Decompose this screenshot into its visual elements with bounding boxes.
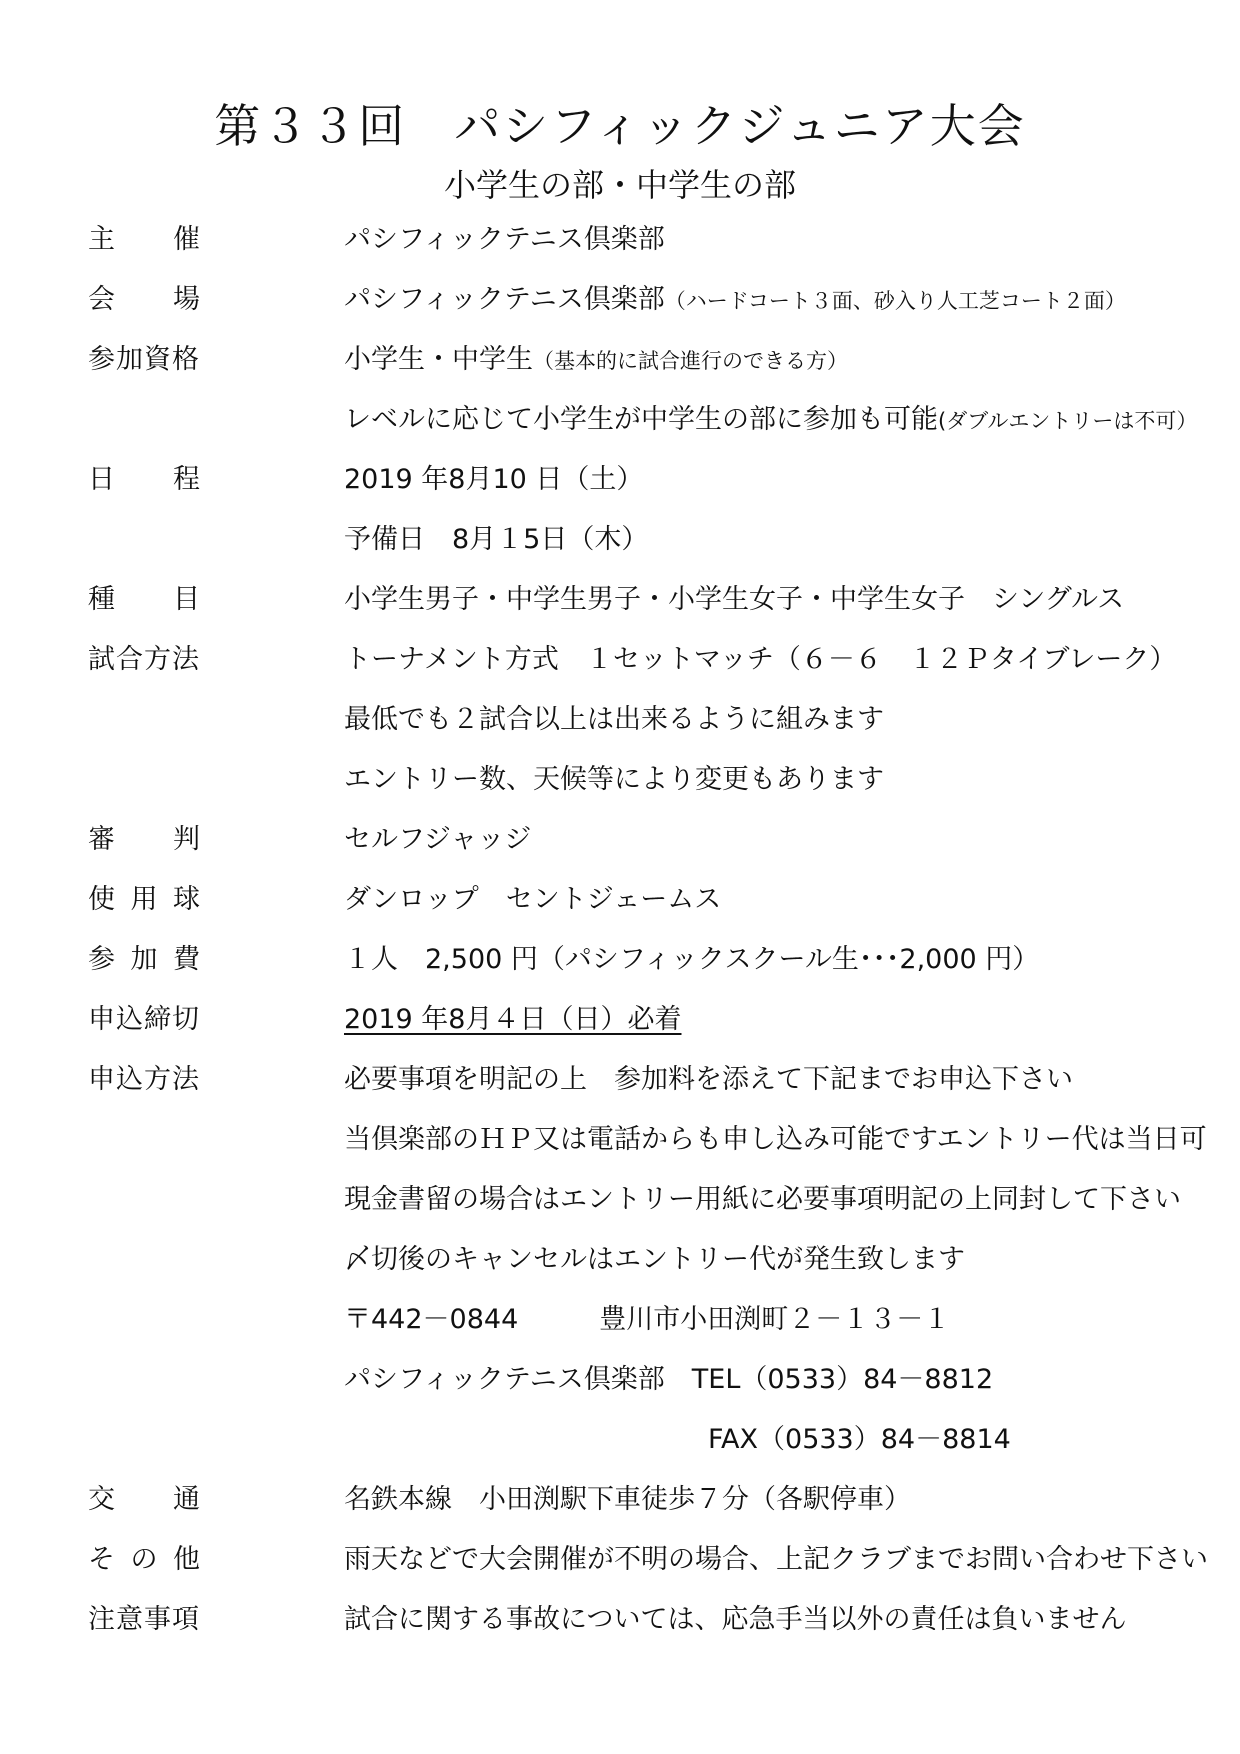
venue-note: （ハードコート３面、砂入り人工芝コート２面） xyxy=(664,289,1126,313)
value-eligibility-2: レベルに応じて小学生が中学生の部に参加も可能(ダブルエントリーは不可） xyxy=(344,404,1198,435)
row-fax xyxy=(88,1410,1188,1470)
page-subtitle: 小学生の部・中学生の部 xyxy=(443,166,796,204)
row-application xyxy=(88,1050,1188,1110)
label-fee: 参 加 費 xyxy=(88,944,200,975)
value-venue: パシフィックテニス倶楽部（ハードコート３面、砂入り人工芝コート２面） xyxy=(344,284,1126,315)
row-schedule-2 xyxy=(88,510,1188,570)
row-events xyxy=(88,570,1188,630)
label-ball: 使 用 球 xyxy=(88,884,200,915)
label-referee: 審 判 xyxy=(88,824,200,855)
value-application-2: 当倶楽部のＨＰ又は電話からも申し込み可能ですエントリー代は当日可 xyxy=(344,1124,1207,1155)
row-address xyxy=(88,1290,1188,1350)
row-organizer xyxy=(88,210,1188,270)
value-format-3: エントリー数、天候等により変更もあります xyxy=(344,764,884,795)
value-ball: ダンロップ セントジェームス xyxy=(344,884,722,915)
value-events: 小学生男子・中学生男子・小学生女子・中学生女子 シングルス xyxy=(344,584,1125,615)
label-format: 試合方法 xyxy=(88,644,200,675)
value-fax xyxy=(344,1410,1011,1470)
row-ball xyxy=(88,870,1188,930)
row-tel xyxy=(88,1350,1188,1410)
row-other xyxy=(88,1530,1208,1590)
value-reserve-day: 予備日 8月１5日（木） xyxy=(344,524,649,555)
label-organizer: 主 催 xyxy=(88,224,200,255)
value-format-2: 最低でも２試合以上は出来るように組みます xyxy=(344,704,884,735)
value-format: トーナメント方式 １セットマッチ（６－６ １２Ｐタイブレーク） xyxy=(344,644,1177,675)
row-format xyxy=(88,630,1188,690)
value-application-1: 必要事項を明記の上 参加料を添えて下記までお申込下さい xyxy=(344,1064,1073,1095)
row-fee xyxy=(88,930,1188,990)
row-application-4 xyxy=(88,1230,1188,1290)
row-venue xyxy=(88,270,1188,330)
label-events: 種 目 xyxy=(88,584,200,615)
address: 豊川市小田渕町２－１３－１ xyxy=(599,1304,951,1335)
value-application-3: 現金書留の場合はエントリー用紙に必要事項明記の上同封して下さい xyxy=(344,1184,1181,1215)
postal-code: 〒442－0844 xyxy=(344,1304,519,1335)
value-access: 名鉄本線 小田渕駅下車徒歩７分（各駅停車） xyxy=(344,1484,911,1515)
value-eligibility: 小学生・中学生（基本的に試合進行のできる方） xyxy=(344,344,848,375)
label-eligibility: 参加資格 xyxy=(88,344,200,375)
label-notes: 注意事項 xyxy=(88,1604,200,1635)
value-notes: 試合に関する事故については、応急手当以外の責任は負いません xyxy=(344,1604,1127,1635)
value-fee: １人 2,500 円（パシフィックスクール生･･･2,000 円） xyxy=(344,944,1040,975)
details-list xyxy=(88,210,1208,1650)
eligibility-note-2: (ダブルエントリーは不可） xyxy=(938,409,1198,433)
value-tel xyxy=(344,1350,993,1410)
page-title: 第３３回 パシフィックジュニア大会 xyxy=(214,99,1026,153)
tel: TEL（0533）84－8812 xyxy=(691,1364,994,1395)
value-organizer: パシフィックテニス倶楽部 xyxy=(344,224,665,255)
label-application: 申込方法 xyxy=(88,1064,200,1095)
value-address xyxy=(344,1290,950,1350)
club-name: パシフィックテニス倶楽部 xyxy=(344,1364,665,1395)
value-deadline: 2019 年8月４日（日）必着 xyxy=(344,1004,682,1035)
fax: FAX（0533）84－8814 xyxy=(708,1424,1011,1455)
label-venue: 会 場 xyxy=(88,284,200,315)
row-deadline xyxy=(88,990,1188,1050)
label-access: 交 通 xyxy=(88,1484,200,1515)
value-application-4: 〆切後のキャンセルはエントリー代が発生致します xyxy=(344,1244,965,1275)
row-eligibility-2 xyxy=(88,390,1198,450)
eligibility-note: （基本的に試合進行のできる方） xyxy=(533,349,848,373)
row-schedule xyxy=(88,450,1188,510)
row-format-3 xyxy=(88,750,1188,810)
label-deadline: 申込締切 xyxy=(88,1004,200,1035)
row-application-2 xyxy=(88,1110,1207,1170)
value-referee: セルフジャッジ xyxy=(344,824,532,855)
row-notes xyxy=(88,1590,1188,1650)
row-application-3 xyxy=(88,1170,1188,1230)
row-access xyxy=(88,1470,1188,1530)
value-schedule: 2019 年8月10 日（土） xyxy=(344,464,644,495)
row-format-2 xyxy=(88,690,1188,750)
row-referee xyxy=(88,810,1188,870)
row-eligibility xyxy=(88,330,1188,390)
label-schedule: 日 程 xyxy=(88,464,200,495)
value-other: 雨天などで大会開催が不明の場合、上記クラブまでお問い合わせ下さい xyxy=(344,1544,1208,1575)
label-other: そ の 他 xyxy=(88,1544,200,1575)
